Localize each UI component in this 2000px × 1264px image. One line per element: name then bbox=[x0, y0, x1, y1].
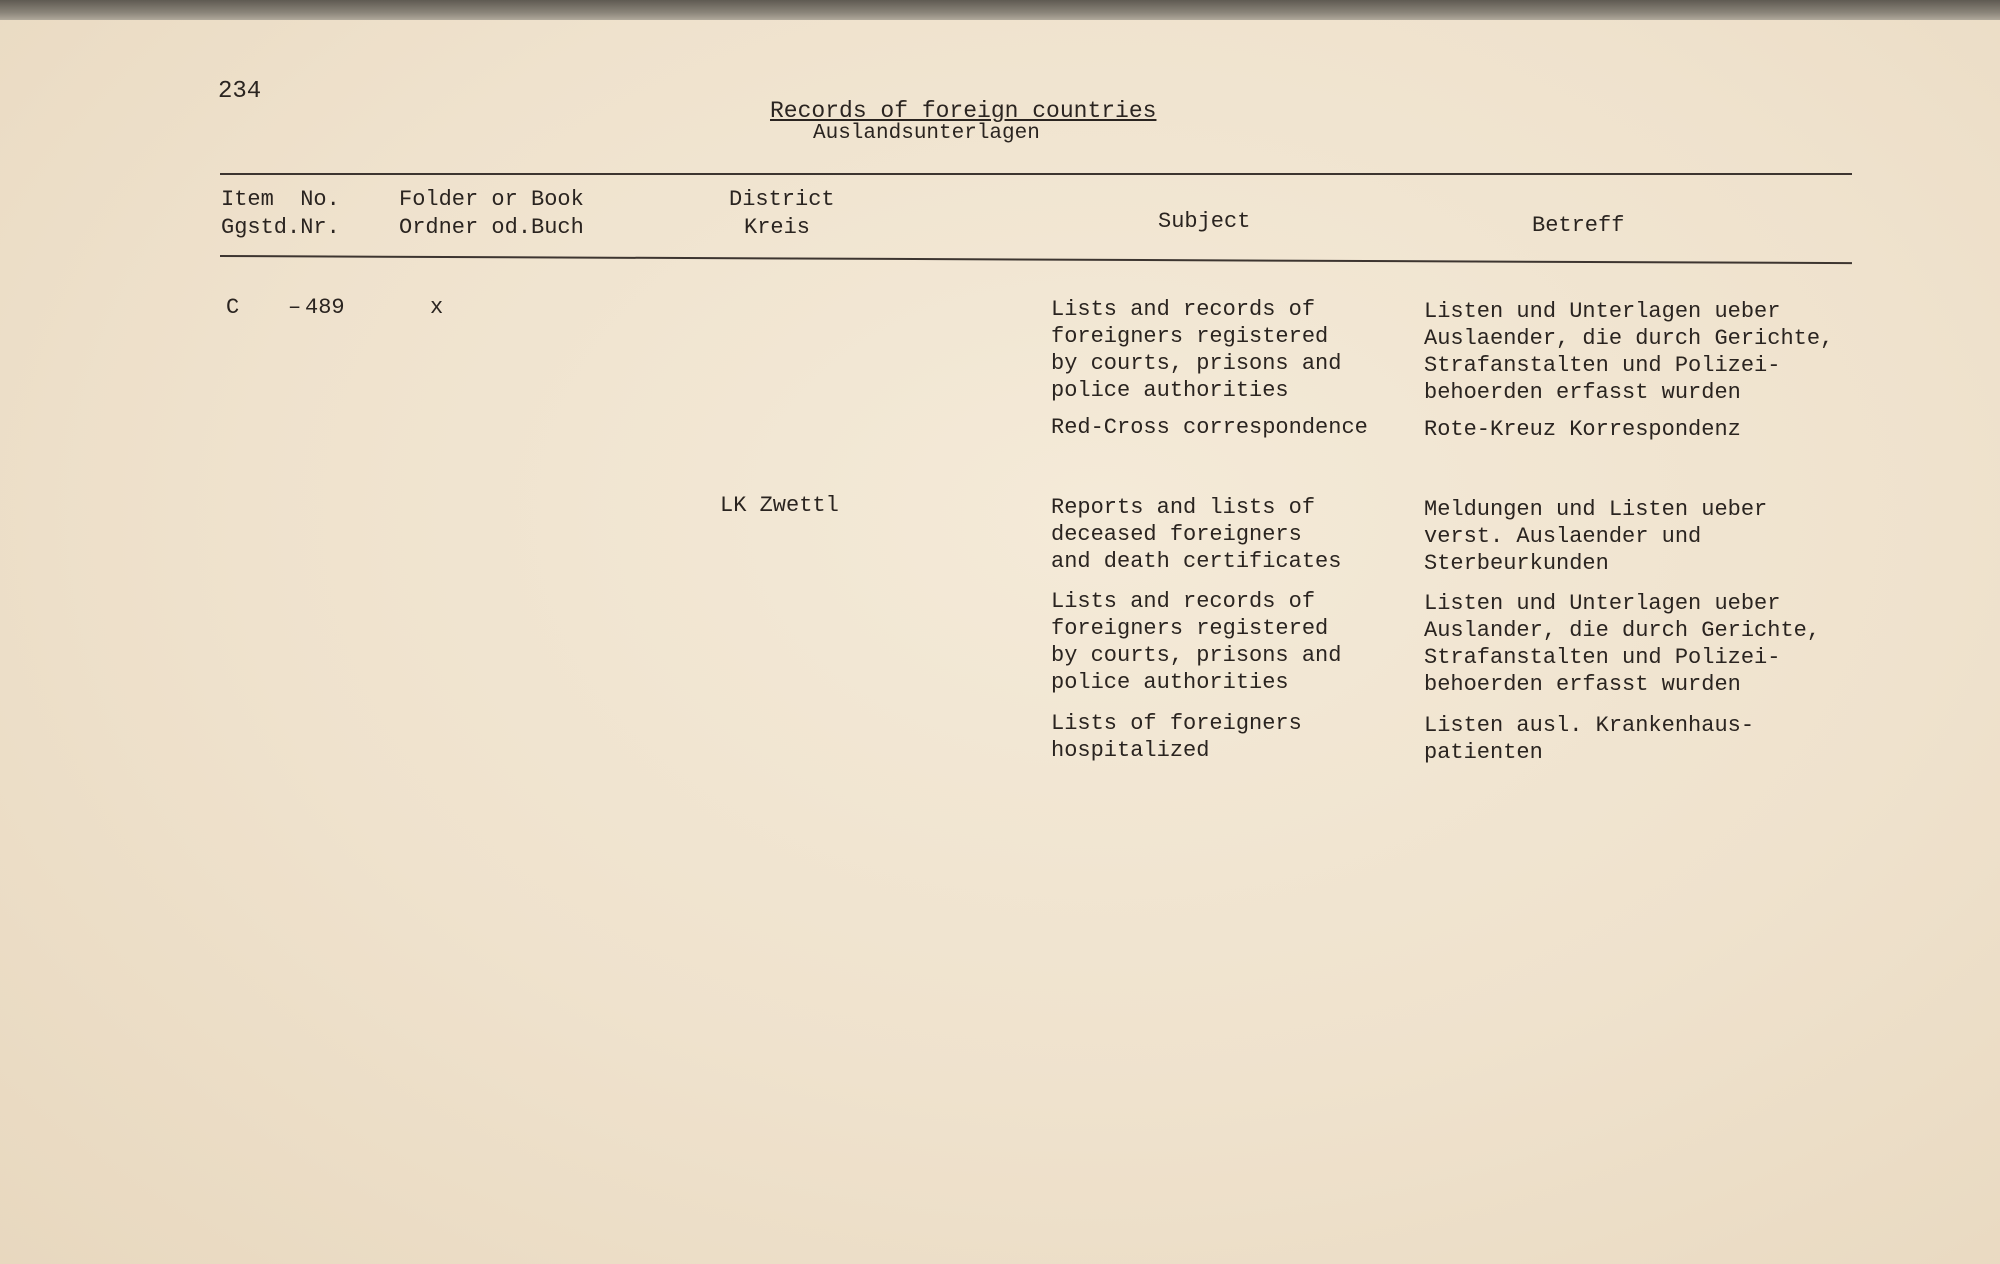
header-folder bbox=[399, 186, 584, 242]
entry-3-subject bbox=[1051, 494, 1341, 575]
betreff-line: patienten bbox=[1424, 740, 1543, 765]
betreff-line: behoerden erfasst wurden bbox=[1424, 672, 1741, 697]
subject-line: Lists of foreigners bbox=[1051, 711, 1302, 736]
page-number: 234 bbox=[218, 78, 262, 105]
entry-1-betreff bbox=[1424, 298, 1833, 406]
subject-line: Red-Cross correspondence bbox=[1051, 415, 1368, 440]
betreff-line: Listen ausl. Krankenhaus- bbox=[1424, 713, 1755, 738]
district-name: LK Zwettl bbox=[720, 493, 839, 518]
header-betreff: Betreff bbox=[1532, 213, 1625, 238]
header-top-rule bbox=[220, 173, 1852, 175]
item-dash: – bbox=[288, 295, 302, 320]
header-district-de: Kreis bbox=[744, 215, 811, 240]
betreff-line: Meldungen und Listen ueber bbox=[1424, 497, 1768, 522]
subject-line: foreigners registered bbox=[1051, 324, 1329, 349]
subject-line: foreigners registered bbox=[1051, 616, 1329, 641]
entry-1-subject bbox=[1051, 296, 1341, 404]
header-folder-de: Ordner od.Buch bbox=[399, 215, 584, 240]
subject-line: and death certificates bbox=[1051, 549, 1342, 574]
betreff-line: Listen und Unterlagen ueber bbox=[1424, 591, 1781, 616]
item-letter: C bbox=[226, 295, 240, 320]
betreff-line: Auslander, die durch Gerichte, bbox=[1424, 618, 1821, 643]
betreff-line: Sterbeurkunden bbox=[1424, 551, 1609, 576]
page-title: Records of foreign countries bbox=[770, 98, 1157, 124]
subject-line: Reports and lists of bbox=[1051, 495, 1316, 520]
subject-line: police authorities bbox=[1051, 670, 1289, 695]
entry-5-betreff bbox=[1424, 712, 1754, 766]
header-item-de: Ggstd.Nr. bbox=[221, 215, 340, 240]
entry-2-subject bbox=[1051, 414, 1368, 441]
folder-mark: x bbox=[430, 295, 444, 320]
betreff-line: Strafanstalten und Polizei- bbox=[1424, 353, 1781, 378]
entry-4-betreff bbox=[1424, 590, 1820, 698]
subject-line: by courts, prisons and bbox=[1051, 351, 1342, 376]
betreff-line: Rote-Kreuz Korrespondenz bbox=[1424, 417, 1741, 442]
subject-line: Lists and records of bbox=[1051, 589, 1316, 614]
header-item-en: Item No. bbox=[221, 187, 340, 212]
betreff-line: Listen und Unterlagen ueber bbox=[1424, 299, 1781, 324]
scan-edge bbox=[0, 0, 2000, 22]
subject-line: deceased foreigners bbox=[1051, 522, 1302, 547]
betreff-line: behoerden erfasst wurden bbox=[1424, 380, 1741, 405]
entry-3-betreff bbox=[1424, 496, 1767, 577]
subject-line: Lists and records of bbox=[1051, 297, 1316, 322]
subject-line: police authorities bbox=[1051, 378, 1289, 403]
entry-4-subject bbox=[1051, 588, 1341, 696]
header-district-en: District bbox=[729, 187, 835, 212]
header-subject: Subject bbox=[1158, 209, 1251, 234]
header-district bbox=[729, 186, 835, 242]
entry-2-betreff bbox=[1424, 416, 1741, 443]
betreff-line: Auslaender, die durch Gerichte, bbox=[1424, 326, 1834, 351]
item-number: 489 bbox=[305, 295, 345, 320]
header-folder-en: Folder or Book bbox=[399, 187, 584, 212]
page-subtitle: Auslandsunterlagen bbox=[813, 122, 1040, 145]
header-item bbox=[221, 186, 340, 242]
subject-line: hospitalized bbox=[1051, 738, 1210, 763]
betreff-line: verst. Auslaender und bbox=[1424, 524, 1702, 549]
entry-5-subject bbox=[1051, 710, 1302, 764]
subject-line: by courts, prisons and bbox=[1051, 643, 1342, 668]
betreff-line: Strafanstalten und Polizei- bbox=[1424, 645, 1781, 670]
